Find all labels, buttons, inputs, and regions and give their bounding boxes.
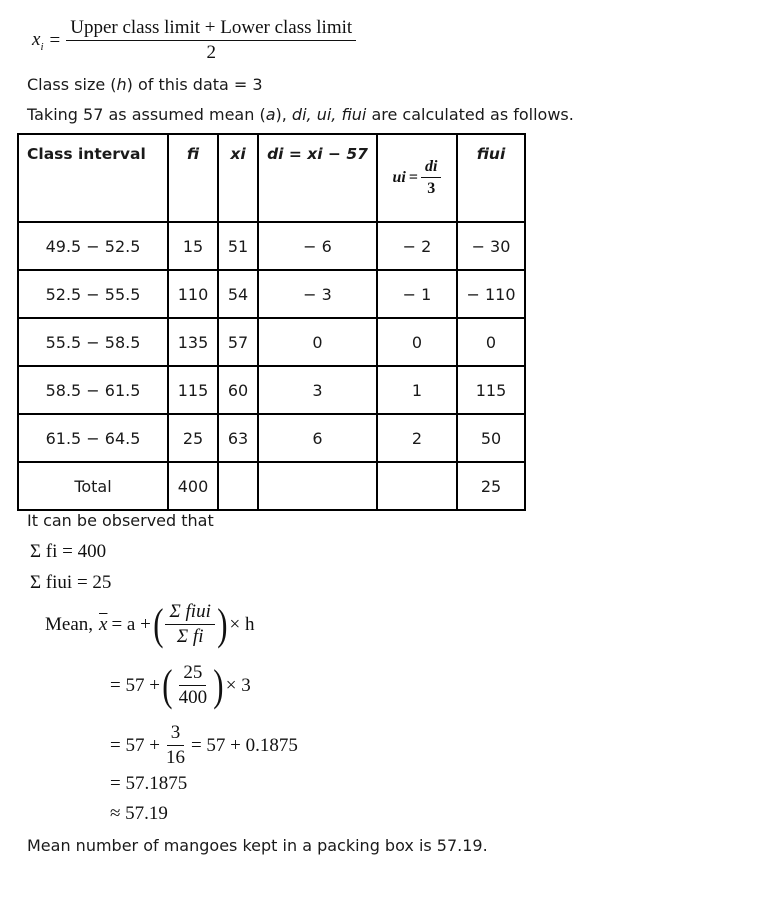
cell-fiui: 115 <box>457 366 525 414</box>
calc-step-4: ≈ 57.19 <box>110 803 168 824</box>
header-ui: ui = $\frac{di}{3}$ <box>377 134 457 222</box>
header-di: di = xi − 57 <box>258 134 377 222</box>
right-paren: ) <box>217 599 228 649</box>
mean-formula <box>45 599 255 649</box>
cell-total-fi: 400 <box>168 462 218 510</box>
mean-times-h: × h <box>229 613 255 635</box>
cell-fiui: 50 <box>457 414 525 462</box>
cell-total-di <box>258 462 377 510</box>
cell-di: − 6 <box>258 222 377 270</box>
step1-fraction: $\frac{25}{400}$ <box>178 662 208 708</box>
cell-xi: 60 <box>218 366 258 414</box>
cell-fiui: − 110 <box>457 270 525 318</box>
cell-fi: 135 <box>168 318 218 366</box>
header-fiui: fiui <box>457 134 525 222</box>
table-row <box>18 222 525 270</box>
calc-step-3: = 57.1875 <box>110 773 188 794</box>
formula-numerator: Upper class limit + Lower class limit <box>66 18 356 41</box>
mean-rhs-prefix: = a + <box>111 613 151 635</box>
cell-fi: 110 <box>168 270 218 318</box>
mean-xbar: $\overline{x}$ <box>99 613 108 635</box>
header-ui-lhs: ui <box>392 169 406 186</box>
right-paren: ) <box>213 660 224 710</box>
cell-di: 0 <box>258 318 377 366</box>
cell-total-xi <box>218 462 258 510</box>
calc-step-2: = 57 + $\frac{3}{16}$ = 57 + 0.1875 <box>110 722 298 768</box>
frequency-table <box>17 133 526 511</box>
table-row <box>18 270 525 318</box>
cell-interval: 49.5 − 52.5 <box>18 222 168 270</box>
left-paren: ( <box>153 599 164 649</box>
cell-fiui: 0 <box>457 318 525 366</box>
cell-ui: 1 <box>377 366 457 414</box>
table-row <box>18 414 525 462</box>
cell-di: 3 <box>258 366 377 414</box>
conclusion: Mean number of mangoes kept in a packing box is 57.19. <box>27 836 488 855</box>
cell-total-ui <box>377 462 457 510</box>
assumed-mean-line: Taking 57 as assumed mean (a), di, ui, fiui are calculated as follows. <box>27 105 574 124</box>
formula-fraction <box>66 18 356 64</box>
left-paren: ( <box>162 660 173 710</box>
formula-denominator: 2 <box>206 41 216 63</box>
xi-formula <box>32 18 356 64</box>
header-ui-fraction: $\frac{di}{3}$ <box>421 158 441 197</box>
observed-line: It can be observed that <box>27 511 214 530</box>
table-row <box>18 318 525 366</box>
sum-fiui: Σ fiui = 25 <box>30 572 112 593</box>
cell-ui: 0 <box>377 318 457 366</box>
mean-fraction: $\frac{\text{Σ fiui}}{\text{Σ fi}}$ <box>165 602 214 648</box>
cell-interval: 55.5 − 58.5 <box>18 318 168 366</box>
cell-xi: 57 <box>218 318 258 366</box>
class-size-line: Class size (h) of this data = 3 <box>27 75 263 94</box>
cell-xi: 54 <box>218 270 258 318</box>
table-total-row <box>18 462 525 510</box>
header-xi: xi <box>218 134 258 222</box>
table-row <box>18 366 525 414</box>
table-header-row <box>18 134 525 222</box>
cell-interval: 61.5 − 64.5 <box>18 414 168 462</box>
cell-xi: 63 <box>218 414 258 462</box>
sum-fi: Σ fi = 400 <box>30 541 107 562</box>
cell-fi: 15 <box>168 222 218 270</box>
header-fi: fi <box>168 134 218 222</box>
mean-label: Mean, <box>45 613 94 635</box>
cell-fiui: − 30 <box>457 222 525 270</box>
cell-total-fiui: 25 <box>457 462 525 510</box>
cell-interval: 52.5 − 55.5 <box>18 270 168 318</box>
calc-step-1: = 57 + ( $\frac{25}{400}$ ) × 3 <box>110 660 251 710</box>
cell-di: − 3 <box>258 270 377 318</box>
formula-lhs: $x_i$ <box>32 28 44 53</box>
equals-sign: = <box>49 29 61 51</box>
header-class-interval: Class interval <box>18 134 168 222</box>
cell-total-label: Total <box>18 462 168 510</box>
cell-ui: − 1 <box>377 270 457 318</box>
cell-xi: 51 <box>218 222 258 270</box>
cell-fi: 25 <box>168 414 218 462</box>
cell-ui: − 2 <box>377 222 457 270</box>
cell-ui: 2 <box>377 414 457 462</box>
cell-di: 6 <box>258 414 377 462</box>
cell-interval: 58.5 − 61.5 <box>18 366 168 414</box>
cell-fi: 115 <box>168 366 218 414</box>
step2-fraction: $\frac{3}{16}$ <box>165 722 185 768</box>
